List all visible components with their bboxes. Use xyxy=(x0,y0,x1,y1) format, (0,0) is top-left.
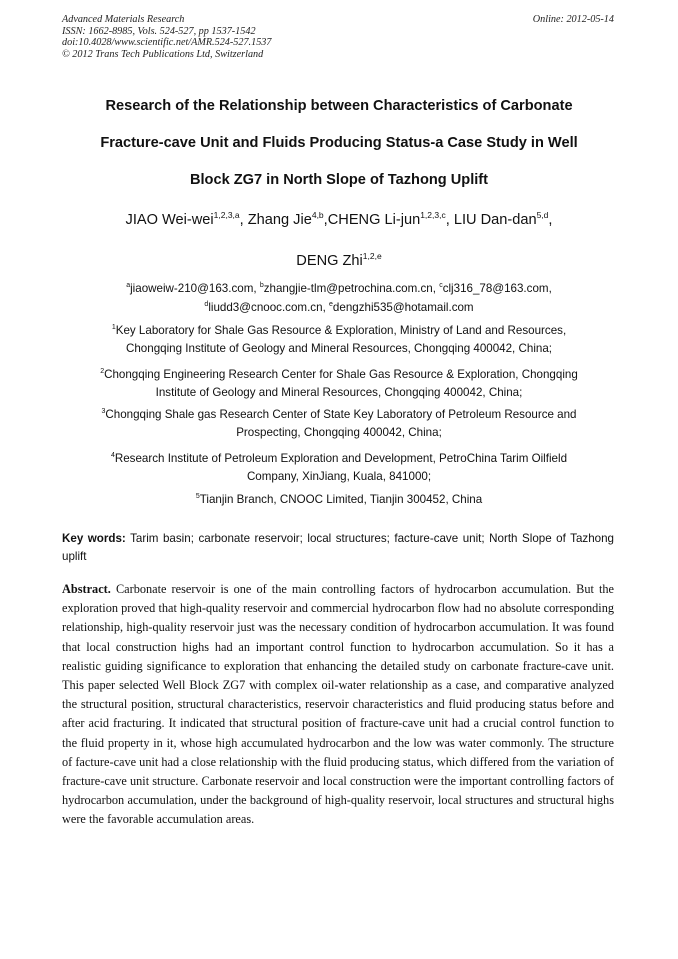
author-affil-sup: 4,b xyxy=(311,210,324,221)
online-date: Online: 2012-05-14 xyxy=(532,14,614,25)
email-sup: e xyxy=(329,301,333,309)
issn-line: ISSN: 1662-8985, Vols. 524-527, pp 1537-1542 xyxy=(62,25,256,37)
affiliation-sup: 4 xyxy=(110,452,115,460)
affiliation-1 xyxy=(60,322,618,358)
author-sep: , xyxy=(323,212,328,228)
affiliation-text: Research Institute of Petroleum Exploration and Development, PetroChina Tarim Oilfield xyxy=(114,452,568,465)
journal-header xyxy=(62,14,271,60)
author-affil-sup: 1,2,3,c xyxy=(420,210,446,221)
abstract-label: Abstract. xyxy=(62,582,111,596)
email-link[interactable]: clj316_78@163.com xyxy=(442,282,549,295)
affiliation-5 xyxy=(60,491,618,509)
author-name: DENG Zhi xyxy=(296,253,363,269)
doi-line: doi:10.4028/www.scientific.net/AMR.524-527.1537 xyxy=(62,37,272,49)
author-line-1 xyxy=(60,200,618,241)
email-line-2: $^d$liudd3@cnooc.com.cn, $^e$dengzhi535@hotamail.com xyxy=(204,301,474,314)
affiliation-sup: 3 xyxy=(101,408,106,416)
author-affil-sup: 1,2,3,a xyxy=(213,210,240,221)
copyright-line: © 2012 Trans Tech Publications Ltd, Switzerland xyxy=(62,48,264,60)
author-name: CHENG Li-jun xyxy=(327,212,421,228)
author-sep: , xyxy=(445,212,454,228)
email-sup: c xyxy=(439,282,443,290)
affiliation-3 xyxy=(60,406,618,442)
author-name: JIAO Wei-wei xyxy=(125,212,214,228)
author-affil-sup: 5,d xyxy=(536,210,549,221)
author-affil-sup: 1,2,e xyxy=(362,251,382,262)
affiliation-text: Chongqing Institute of Geology and Mineral Resources, Chongqing 400042, China; xyxy=(125,342,553,355)
author-name: Zhang Jie xyxy=(247,212,312,228)
affiliation-text: Institute of Geology and Mineral Resources, Chongqing 400042, China; xyxy=(155,386,523,399)
title-line-2: Fracture-cave Unit and Fluids Producing Status-a Case Study in Well xyxy=(100,135,578,151)
email-sup: a xyxy=(126,282,131,290)
email-sup: d xyxy=(204,301,209,309)
email-link[interactable]: liudd3@cnooc.com.cn xyxy=(208,301,323,314)
affiliation-text: Company, XinJiang, Kuala, 841000; xyxy=(246,470,432,483)
title-line-1: Research of the Relationship between Characteristics of Carbonate xyxy=(105,98,573,114)
journal-name: Advanced Materials Research xyxy=(62,14,185,25)
email-link[interactable]: jiaoweiw-210@163.com xyxy=(130,282,254,295)
email-sup: b xyxy=(259,282,264,290)
affiliation-sup: 5 xyxy=(195,493,200,501)
abstract xyxy=(62,580,614,830)
paper-title xyxy=(60,88,618,199)
author-sep: , xyxy=(548,212,553,228)
affiliation-text: Tianjin Branch, CNOOC Limited, Tianjin 300452, China xyxy=(199,493,483,506)
affiliation-2 xyxy=(60,366,618,402)
email-link[interactable]: dengzhi535@hotamail.com xyxy=(332,301,474,314)
affiliation-text: Chongqing Shale gas Research Center of State Key Laboratory of Petroleum Resource and xyxy=(105,408,577,421)
title-line-3: Block ZG7 in North Slope of Tazhong Uplift xyxy=(189,172,489,188)
author-list xyxy=(60,200,618,282)
author-sep: , xyxy=(239,212,248,228)
keywords-text: Tarim basin; carbonate reservoir; local structures; facture-cave unit; North Slope of Tazhong uplift xyxy=(62,532,615,563)
author-emails xyxy=(60,279,618,317)
affiliation-text: Key Laboratory for Shale Gas Resource & Exploration, Ministry of Land and Resources, xyxy=(115,324,567,337)
affiliation-text: Chongqing Engineering Research Center for Shale Gas Resource & Exploration, Chongqing xyxy=(104,368,578,381)
email-link[interactable]: zhangjie-tlm@petrochina.com.cn xyxy=(263,282,433,295)
author-name: LIU Dan-dan xyxy=(453,212,537,228)
abstract-text: Carbonate reservoir is one of the main controlling factors of hydrocarbon accumulation. But the exploration proved that high-quality reservoir and commercial hydrocarbon flow had no absolute corresponding relationship, high-quality reservoir just was the necessary condition of hydrocarbon accumulation. It was found that local construction highs had an important control function to hydrocarbon accumulation. So it has a realistic guiding significance to exploration that enhancing the detailed study on carbonate fracture-cave unit. This paper selected Well Block ZG7 with complex oil-water relationship as a case, and comparative analyzed the structural position, structural characteristics, reservoir characteristics and fluid producing status before and after acid fracturing. It indicated that structural position of fracture-cave unit had a crucial control function to the fluid property in it, whose high accumulated hydrocarbon and the low was water commonly. The structure of facture-cave unit had a close relationship with the fluid producing status, which differed from the variation of fracture-cave unit structure. Carbonate reservoir and local construction were the important controlling factors of hydrocarbon accumulation, under the background of high-quality reservoir, local structures and structural highs were the favorable accumulation areas. xyxy=(62,582,614,827)
email-line-1: $^a$jiaoweiw-210@163.com, $^b$zhangjie-tlm@petrochina.com.cn, $^c$clj316_78@163.com, xyxy=(126,282,552,295)
keywords xyxy=(62,530,614,566)
affiliation-text: Prospecting, Chongqing 400042, China; xyxy=(236,426,442,439)
author-line-2 xyxy=(60,241,618,282)
affiliation-4 xyxy=(60,450,618,486)
affiliation-sup: 2 xyxy=(100,368,105,376)
keywords-label: Key words: xyxy=(62,532,126,545)
affiliation-sup: 1 xyxy=(111,324,116,332)
